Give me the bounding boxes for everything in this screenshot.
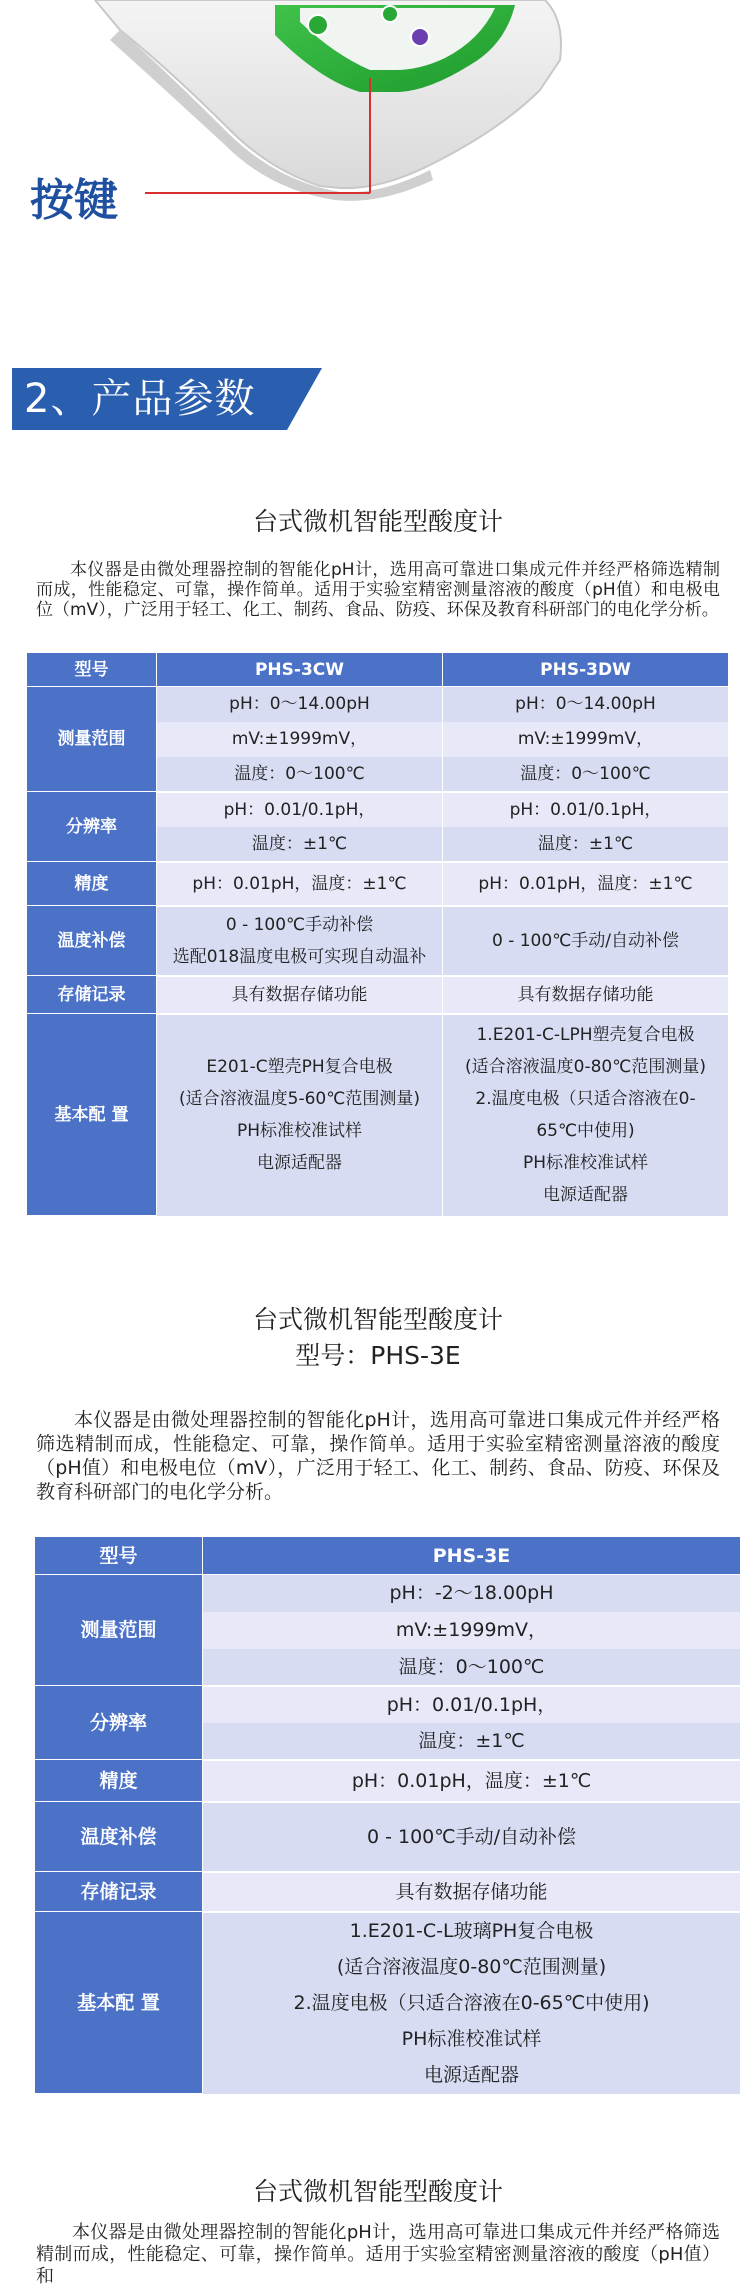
cell-line: 电源适配器	[543, 1185, 628, 1205]
block3-intro: 本仪器是由微处理器控制的智能化pH计，选用高可靠进口集成元件并经严格筛选精制而成，性能稳定、可靠，操作简单。适用于实验室精密测量溶液的酸度（pH值）和	[36, 2222, 720, 2287]
table-cell: 0 - 100℃手动/自动补偿	[203, 1802, 741, 1872]
row-label: 基本配 置	[27, 1014, 157, 1216]
cell-line: 电源适配器	[423, 2064, 519, 2086]
cell-line: 0 - 100℃手动补偿	[225, 914, 374, 935]
device-illustration	[0, 0, 756, 330]
cell-line: PH标准校准试样	[401, 2028, 542, 2050]
table-cell: 具有数据存储功能	[443, 976, 729, 1014]
cell-line: PH标准校准试样	[236, 1121, 363, 1141]
header-cell: 型号	[27, 653, 157, 687]
block2-intro: 本仪器是由微处理器控制的智能化pH计，选用高可靠进口集成元件并经严格筛选精制而成，性能稳定、可靠，操作简单。适用于实验室精密测量溶液的酸度（pH值）和电极电位（mV），广泛用于轻工、化工、制药、食品、防疫、环保及教育科研部门的电化学分析。	[36, 1409, 720, 1503]
table-cell: pH：0.01pH，温度：±1℃	[443, 862, 729, 906]
block2-subtitle: 型号：PHS-3E	[295, 1341, 461, 1370]
cell-line: (适合溶液温度5-60℃范围测量)	[179, 1089, 420, 1109]
table-cell: pH：0～14.00pH	[157, 687, 443, 722]
header-cell: PHS-3DW	[443, 653, 729, 687]
header-cell: 型号	[35, 1537, 203, 1575]
header-cell: PHS-3E	[203, 1537, 741, 1575]
table-cell: 温度：0～100℃	[443, 757, 729, 792]
cell-line: 1.E201-C-LPH塑壳复合电极	[476, 1025, 695, 1045]
cell-line: E201-C塑壳PH复合电极	[206, 1057, 393, 1077]
cell-line: 选配018温度电极可实现自动温补	[172, 946, 427, 967]
row-label: 测量范围	[27, 687, 157, 792]
table-cell: 具有数据存储功能	[157, 976, 443, 1014]
table-cell	[443, 1014, 729, 1216]
table-cell: 温度：0～100℃	[157, 757, 443, 792]
row-label: 精度	[27, 862, 157, 906]
table-cell: 温度：±1℃	[203, 1723, 741, 1760]
row-label: 存储记录	[35, 1872, 203, 1912]
cell-line: 2.温度电极（只适合溶液在0-	[475, 1089, 696, 1109]
row-label: 精度	[35, 1760, 203, 1802]
section-title: 2、产品参数	[24, 376, 256, 422]
table-cell: 温度：0～100℃	[203, 1649, 741, 1686]
cell-line: 电源适配器	[257, 1153, 342, 1173]
table-cell: mV:±1999mV，	[443, 722, 729, 757]
cell-line: (适合溶液温度0-80℃范围测量)	[336, 1956, 607, 1978]
table-cell: mV:±1999mV，	[203, 1612, 741, 1649]
block1-intro: 本仪器是由微处理器控制的智能化pH计，选用高可靠进口集成元件并经严格筛选精制而成，性能稳定、可靠，操作简单。适用于实验室精密测量溶液的酸度（pH值）和电极电位（mV），广泛用于轻工、化工、制药、食品、防疫、环保及教育科研部门的电化学分析。	[36, 560, 720, 620]
button-icon	[411, 28, 429, 46]
cell-line: PH标准校准试样	[522, 1153, 649, 1173]
table-cell: 温度：±1℃	[443, 827, 729, 862]
spec-table-2	[34, 1536, 741, 2094]
cell-line: (适合溶液温度0-80℃范围测量)	[465, 1057, 706, 1077]
cell-line: 65℃中使用)	[536, 1121, 635, 1141]
row-label: 温度补偿	[27, 906, 157, 976]
header-cell: PHS-3CW	[157, 653, 443, 687]
spec-table-1	[26, 652, 729, 1216]
block1-title: 台式微机智能型酸度计	[252, 507, 503, 536]
table-cell	[203, 1912, 741, 2094]
table-cell: pH：0.01/0.1pH，	[443, 792, 729, 827]
section-banner	[12, 368, 322, 430]
table-cell	[157, 1014, 443, 1216]
table-cell	[157, 906, 443, 976]
table-cell: pH：0～14.00pH	[443, 687, 729, 722]
block2-title: 台式微机智能型酸度计	[252, 1305, 503, 1334]
button-icon	[382, 6, 398, 22]
button-icon	[308, 15, 328, 35]
table-cell: 温度：±1℃	[157, 827, 443, 862]
table-cell: pH：0.01/0.1pH，	[203, 1686, 741, 1723]
row-label: 分辨率	[27, 792, 157, 862]
table-cell: pH：-2～18.00pH	[203, 1575, 741, 1612]
callout-label: 按键	[30, 175, 118, 226]
table-cell: pH：0.01/0.1pH，	[157, 792, 443, 827]
table-cell: mV:±1999mV，	[157, 722, 443, 757]
table-cell: pH：0.01pH，温度：±1℃	[203, 1760, 741, 1802]
cell-line: 2.温度电极（只适合溶液在0-65℃中使用)	[293, 1992, 650, 2014]
row-label: 存储记录	[27, 976, 157, 1014]
row-label: 基本配 置	[35, 1912, 203, 2094]
cell-line: 1.E201-C-L玻璃PH复合电极	[349, 1920, 594, 1942]
table-cell: 具有数据存储功能	[203, 1872, 741, 1912]
table-cell: pH：0.01pH，温度：±1℃	[157, 862, 443, 906]
table-cell: 0 - 100℃手动/自动补偿	[443, 906, 729, 976]
row-label: 测量范围	[35, 1575, 203, 1686]
block3-title: 台式微机智能型酸度计	[252, 2177, 503, 2206]
row-label: 温度补偿	[35, 1802, 203, 1872]
row-label: 分辨率	[35, 1686, 203, 1760]
